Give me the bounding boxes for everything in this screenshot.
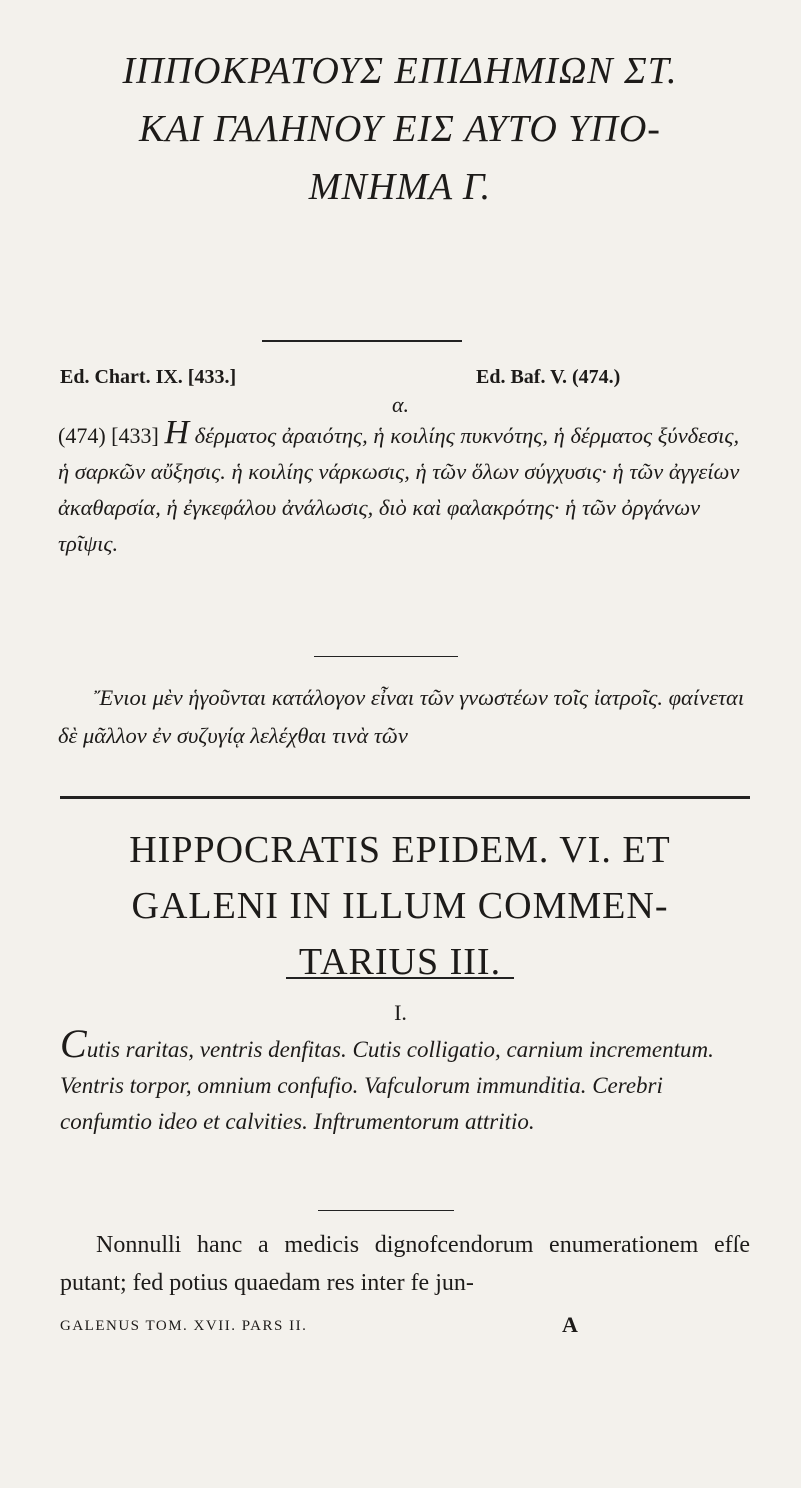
latin-commentary: Nonnulli hanc a medicis dignofcendorum enumerationem efſe putant; fed potius quaedam res inter fe jun- (60, 1232, 750, 1296)
section-divider (60, 796, 750, 799)
greek-commentary: Ἔνιοι μὲν ἡγοῦνται κατάλογον εἶναι τῶν γνωστέων τοῖς ἰατροῖς. φαίνεται δὲ μᾶλλον ἐν συζυγίᾳ λελέχθαι τινὰ τῶν (58, 685, 745, 748)
greek-title-line-1: ΙΠΠΟΚΡΑΤΟΥΣ ΕΠΙΔΗΜΙΩΝ ΣΤ. (122, 50, 678, 92)
latin-aphorism (60, 1021, 750, 1140)
greek-aphorism-number: (474) [433] (58, 423, 159, 448)
section-roman: I. (394, 1000, 407, 1025)
latin-title-line-2: GALENI IN ILLUM COMMEN- (131, 885, 669, 927)
edition-right: Ed. Baf. V. (474.) (476, 366, 621, 388)
greek-aphorism-initial: Η (164, 414, 189, 451)
latin-aphorism-divider (318, 1210, 454, 1211)
latin-aphorism-text: utis raritas, ventris denfitas. Cutis colligatio, carnium incrementum. Ventris torpor, omnium confufio. Vafculorum immunditia. Cerebri confumtio ideo et calvities. Inftrumentorum attritio. (60, 1037, 714, 1134)
footer-signature: A (562, 1312, 580, 1337)
greek-aphorism (58, 414, 748, 562)
greek-title (60, 42, 740, 216)
latin-title-line-1: HIPPOCRATIS EPIDEM. VI. ET (129, 829, 671, 871)
latin-title-divider (286, 977, 514, 979)
greek-aphorism-text: δέρματος ἀραιότης, ἡ κοιλίης πυκνότης, ἡ δέρματος ξύνδεσις, ἡ σαρκῶν αὔξησις. ἡ κοιλίης νάρκωσις, ἡ τῶν ὅλων σύγχυσις· ἡ τῶν ἀγγείων ἀκαθαρσία, ἡ ἐγκεφάλου ἀνάλωσις, διὸ καὶ φαλακρότης· ἡ τῶν ὀργάνων τρῖψις. (58, 423, 740, 556)
edition-left: Ed. Chart. IX. [433.] (60, 366, 237, 388)
title-divider (262, 340, 462, 342)
aphorism-divider (314, 656, 458, 657)
greek-title-line-3: ΜΝΗΜΑ Γ. (308, 166, 492, 208)
latin-aphorism-initial: C (60, 1021, 87, 1066)
footer-volume: GALENUS TOM. XVII. PARS II. (60, 1318, 308, 1334)
latin-title-line-3: TARIUS III. (298, 941, 502, 983)
section-alpha: α. (391, 392, 410, 417)
greek-title-line-2: ΚΑΙ ΓΑΛΗΝΟΥ ΕΙΣ ΑΥΤΟ ΥΠΟ- (139, 108, 661, 150)
latin-title (60, 822, 740, 990)
